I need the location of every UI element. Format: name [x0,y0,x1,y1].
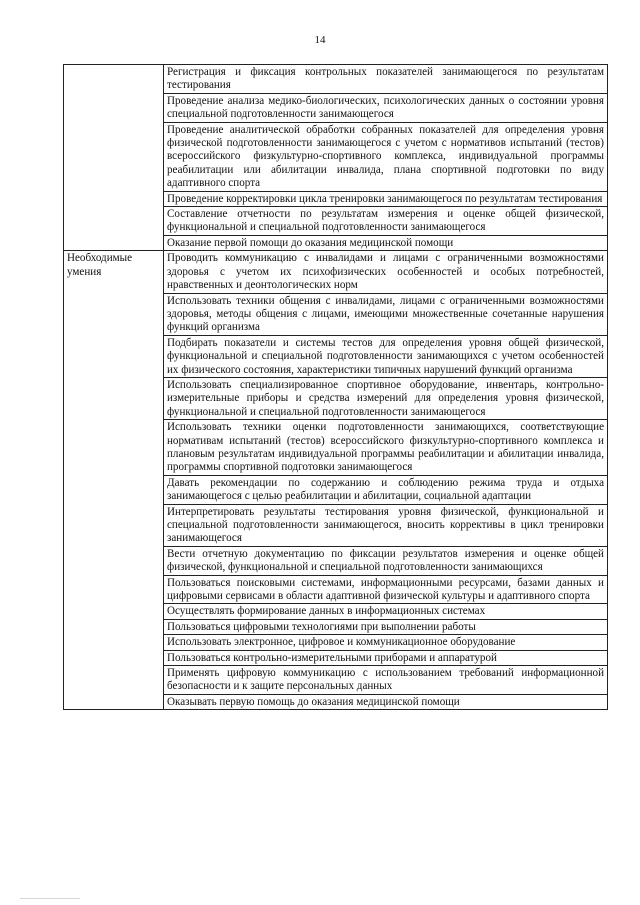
table-cell-action: Проведение аналитической обработки собранных показателей для определения уровня физической подготовленности занимающегося с учетом с нормативов испытаний (тестов) всероссийского физкультурно-спортивного комплекса, индивидуальной программы реабилитации или абилитации инвалида, плана спортивной подготовки по виду адаптивного спорта [164,122,608,191]
table-row [64,65,608,94]
table-row [64,251,608,293]
scan-artifact-line [20,898,80,899]
table-cell-skill: Использовать электронное, цифровое и коммуникационное оборудование [164,635,608,650]
table-cell-action: Составление отчетности по результатам измерения и оценке общей физической, функциональной и специальной подготовленности занимающегося [164,207,608,236]
table-cell-skill: Пользоваться контрольно-измерительными приборами и аппаратурой [164,650,608,665]
table-body [64,65,608,710]
table-cell-action: Регистрация и фиксация контрольных показателей занимающегося по результатам тестирования [164,65,608,94]
section-label-skills: Необходимые умения [64,251,164,710]
table-cell-skill: Проводить коммуникацию с инвалидами и лицами с ограниченными возможностями здоровья с учетом их психофизических особенностей и особых потребностей, нравственных и деонтологических норм [164,251,608,293]
requirements-table [63,64,608,710]
page-number: 14 [314,34,326,46]
table-cell-skill: Использовать техники общения с инвалидами, лицами с ограниченными возможностями здоровья, методы общения с лицами, имеющими множественные сочетанные нарушения функций организма [164,293,608,335]
table-cell-skill: Применять цифровую коммуникацию с использованием требований информационной безопасности и к защите персональных данных [164,666,608,695]
table-cell-skill: Использовать специализированное спортивное оборудование, инвентарь, контрольно-измерительные приборы и средства измерений для определения уровня физической, функциональной и специальной подготовленности занимающегося [164,377,608,419]
table-cell-skill: Вести отчетную документацию по фиксации результатов измерения и оценке общей физической, функциональной и специальной подготовленности занимающихся [164,546,608,575]
table-cell-skill: Использовать техники оценки подготовленности занимающихся, соответствующие нормативам испытаний (тестов) всероссийского физкультурно-спортивного комплекса и плановым результатам индивидуальной программы реабилитации и абилитации инвалида, программы спортивной подготовки занимающегося [164,420,608,476]
table-cell-skill: Пользоваться цифровыми технологиями при выполнении работы [164,619,608,634]
section-label-actions [64,65,164,251]
table-cell-action: Оказание первой помощи до оказания медицинской помощи [164,235,608,250]
table-cell-skill: Осуществлять формирование данных в информационных системах [164,604,608,619]
table-cell-skill: Подбирать показатели и системы тестов для определения уровня общей физической, функциональной и специальной подготовленности занимающихся с учетом особенностей их физического состояния, характеристики типичных нарушений функций организма [164,335,608,377]
table-cell-action: Проведение анализа медико-биологических, психологических данных о состоянии уровня специальной подготовленности занимающегося [164,93,608,122]
table-cell-skill: Пользоваться поисковыми системами, информационными ресурсами, базами данных и цифровыми сервисами в области адаптивной физической культуры и адаптивного спорта [164,575,608,604]
table-cell-skill: Интерпретировать результаты тестирования уровня физической, функциональной и специальной подготовленности занимающегося, вносить коррективы в цикл тренировки занимающегося [164,504,608,546]
table-cell-skill: Давать рекомендации по содержанию и соблюдению режима труда и отдыха занимающегося с целью реабилитации и абилитации, социальной адаптации [164,475,608,504]
table-cell-skill: Оказывать первую помощь до оказания медицинской помощи [164,694,608,709]
table-cell-action: Проведение корректировки цикла тренировки занимающегося по результатам тестирования [164,191,608,206]
